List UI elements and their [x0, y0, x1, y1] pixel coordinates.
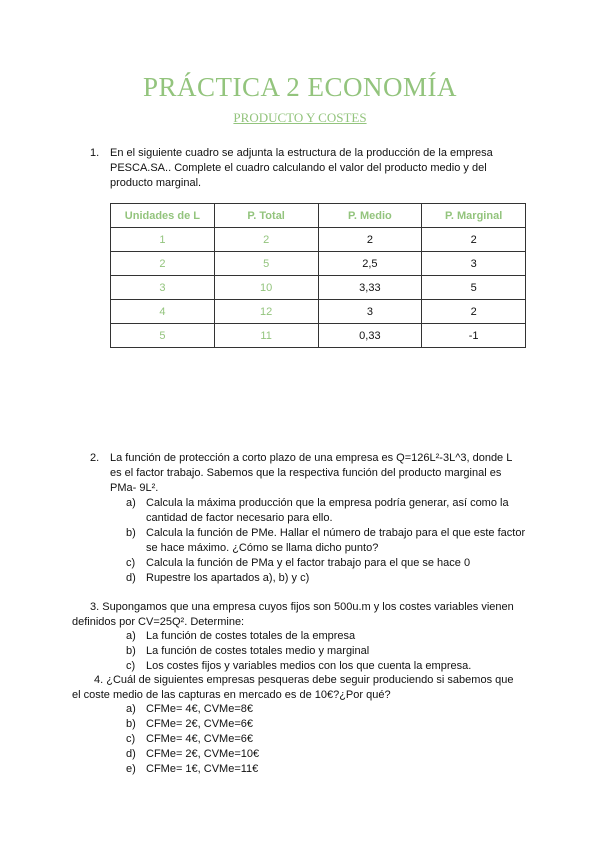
table-header: P. Total	[214, 204, 318, 228]
item-line: Calcula la función de PMe. Hallar el número de trabajo para el que este factor	[146, 527, 526, 539]
table-cell: 2,5	[318, 252, 422, 276]
table-cell: 5	[111, 324, 215, 348]
q4-item-d	[126, 747, 546, 762]
q2-item-c	[126, 556, 546, 571]
table-cell: 0,33	[318, 324, 422, 348]
table-cell: 2	[422, 300, 526, 324]
page-title: PRÁCTICA 2 ECONOMÍA	[142, 72, 458, 102]
item-label: d)	[126, 748, 136, 760]
table-cell: 2	[422, 228, 526, 252]
table-cell: 10	[214, 276, 318, 300]
table-header: P. Marginal	[422, 204, 526, 228]
item-label: a)	[126, 703, 136, 715]
q2-line: PMa- 9L².	[110, 482, 159, 494]
q4-text	[72, 673, 513, 703]
table-header-row	[111, 204, 526, 228]
item-line: Rupestre los apartados a), b) y c)	[146, 572, 310, 584]
table-cell: 3	[318, 300, 422, 324]
item-label: a)	[126, 497, 136, 509]
table-cell: 5	[214, 252, 318, 276]
table-cell: 4	[111, 300, 215, 324]
item-text: CFMe= 2€, CVMe=10€	[146, 748, 260, 760]
table-cell: 3,33	[318, 276, 422, 300]
q2-item-d	[126, 571, 546, 586]
item-text: La función de costes totales de la empresa	[146, 630, 356, 642]
item-text: CFMe= 1€, CVMe=11€	[146, 763, 259, 775]
q3-text	[72, 600, 514, 630]
q3-line: definidos por CV=25Q². Determine:	[72, 616, 245, 628]
item-label: c)	[126, 733, 136, 745]
table-row	[111, 324, 526, 348]
q1-number: 1.	[90, 147, 100, 159]
table-header: Unidades de L	[111, 204, 215, 228]
item-text: Los costes fijos y variables medios con los que cuenta la empresa.	[146, 660, 472, 672]
q1-line: En el siguiente cuadro se adjunta la estructura de la producción de la empresa	[110, 147, 493, 159]
q2-line: La función de protección a corto plazo de una empresa es Q=126L²-3L^3, donde L	[110, 452, 513, 464]
item-label: a)	[126, 630, 136, 642]
item-line: Calcula la máxima producción que la empresa podría generar, así como la	[146, 497, 509, 509]
item-label: b)	[126, 718, 136, 730]
q2-line: es el factor trabajo. Sabemos que la respectiva función del producto marginal es	[110, 467, 502, 479]
table-cell: 2	[111, 252, 215, 276]
item-label: d)	[126, 572, 136, 584]
q4-item-e	[126, 762, 546, 777]
item-text: CFMe= 4€, CVMe=6€	[146, 733, 253, 745]
q2-number: 2.	[90, 452, 100, 464]
table-cell: 3	[111, 276, 215, 300]
q1-line: PESCA.SA.. Complete el cuadro calculando el valor del producto medio y del	[110, 162, 487, 174]
table-cell: 3	[422, 252, 526, 276]
item-label: e)	[126, 763, 136, 775]
q2-item-b	[126, 526, 546, 556]
table-row	[111, 228, 526, 252]
q2-text	[110, 451, 512, 496]
q4-line: el coste medio de las capturas en mercado es de 10€?¿Por qué?	[72, 689, 391, 701]
table-header: P. Medio	[318, 204, 422, 228]
item-text: CFMe= 4€, CVMe=8€	[146, 703, 253, 715]
production-table	[110, 203, 526, 348]
item-line: cantidad de factor necesario para ello.	[146, 512, 333, 524]
table-cell: 5	[422, 276, 526, 300]
item-label: b)	[126, 527, 136, 539]
page-subtitle: PRODUCTO Y COSTES	[233, 110, 367, 125]
q4-item-a	[126, 702, 546, 717]
q4-item-b	[126, 717, 546, 732]
q1-text	[110, 146, 493, 191]
q2-item-a	[126, 496, 546, 526]
table-row	[111, 276, 526, 300]
table-cell: 1	[111, 228, 215, 252]
q3-item-b	[126, 644, 546, 659]
q1-line: producto marginal.	[110, 177, 202, 189]
q3-item-a	[126, 629, 546, 644]
table-cell: 2	[214, 228, 318, 252]
table-cell: 12	[214, 300, 318, 324]
table-cell: -1	[422, 324, 526, 348]
item-text: La función de costes totales medio y marginal	[146, 645, 370, 657]
q3-item-c	[126, 659, 546, 674]
table-cell: 2	[318, 228, 422, 252]
item-line: Calcula la función de PMa y el factor trabajo para el que se hace 0	[146, 557, 471, 569]
q4-line: 4. ¿Cuál de siguientes empresas pesqueras debe seguir produciendo si sabemos que	[94, 674, 514, 686]
q4-item-c	[126, 732, 546, 747]
item-line: se hace máximo. ¿Cómo se llama dicho punto?	[146, 542, 379, 554]
table-cell: 11	[214, 324, 318, 348]
q3-line: 3. Supongamos que una empresa cuyos fijos son 500u.m y los costes variables vienen	[90, 601, 514, 613]
table-row	[111, 252, 526, 276]
item-label: c)	[126, 557, 136, 569]
item-text: CFMe= 2€, CVMe=6€	[146, 718, 253, 730]
item-label: c)	[126, 660, 136, 672]
item-label: b)	[126, 645, 136, 657]
table-row	[111, 300, 526, 324]
